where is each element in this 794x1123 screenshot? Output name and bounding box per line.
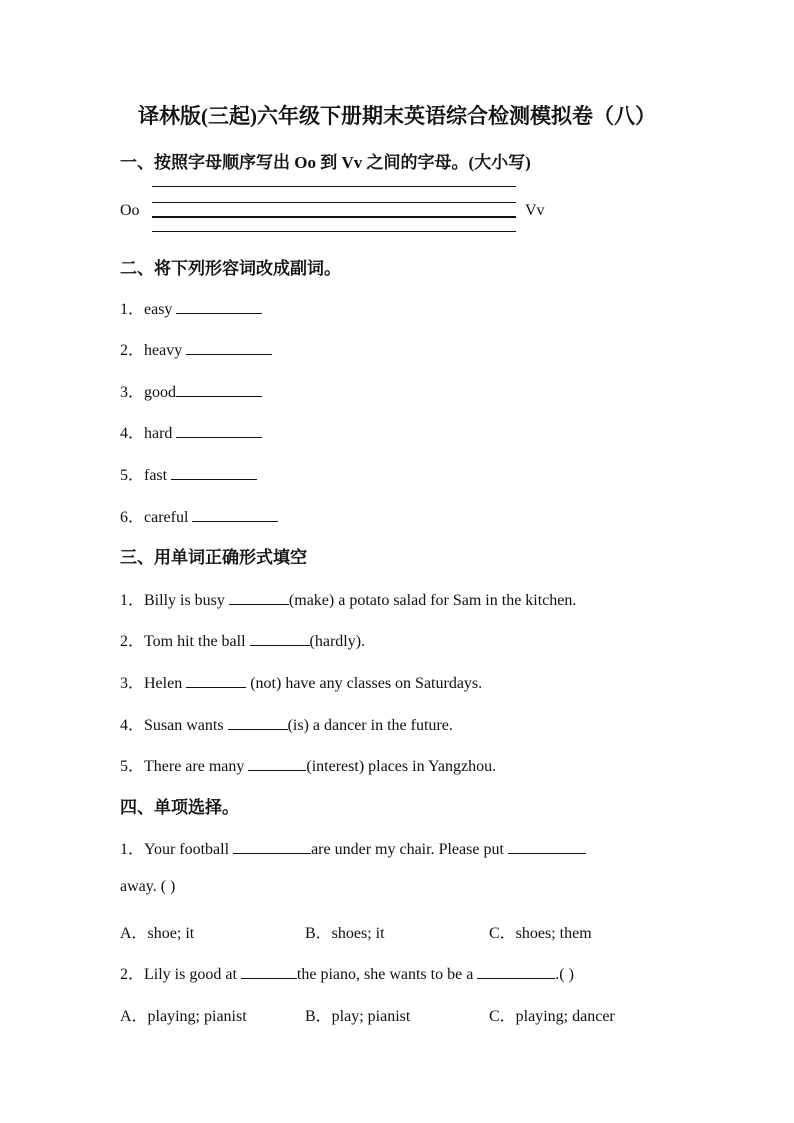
section1-heading: 一、按照字母顺序写出 Oo 到 Vv 之间的字母。(大小写) bbox=[120, 153, 531, 172]
item-text: (not) have any classes on Saturdays. bbox=[246, 675, 483, 692]
answer-blank[interactable] bbox=[250, 631, 310, 646]
answer-blank[interactable] bbox=[477, 964, 555, 979]
option-c[interactable]: C．shoes; them bbox=[489, 925, 592, 942]
fill-item bbox=[120, 753, 496, 776]
writing-line-3 bbox=[152, 216, 516, 218]
answer-blank[interactable] bbox=[176, 382, 262, 397]
adverb-item bbox=[120, 420, 262, 443]
fill-item bbox=[120, 670, 482, 693]
item-text: 4．hard bbox=[120, 425, 173, 442]
item-text: 2．Lily is good at bbox=[120, 966, 241, 983]
writing-line-1 bbox=[152, 186, 516, 187]
answer-blank[interactable] bbox=[192, 507, 278, 522]
item-text: 2．heavy bbox=[120, 342, 183, 359]
adverb-item bbox=[120, 462, 257, 485]
writing-line-4 bbox=[152, 231, 516, 232]
answer-blank[interactable] bbox=[241, 964, 297, 979]
fill-item bbox=[120, 587, 576, 610]
answer-blank[interactable] bbox=[186, 340, 272, 355]
fill-item bbox=[120, 712, 453, 735]
answer-blank[interactable] bbox=[176, 423, 262, 438]
item-text: 4．Susan wants bbox=[120, 717, 228, 734]
option-b[interactable]: B．shoes; it bbox=[305, 925, 385, 942]
item-text: 5．There are many bbox=[120, 758, 249, 775]
option-a[interactable]: A．playing; pianist bbox=[120, 1008, 247, 1025]
section3-heading: 三、用单词正确形式填空 bbox=[120, 548, 307, 567]
end-letter: Vv bbox=[525, 202, 545, 219]
item-text: 6．careful bbox=[120, 509, 189, 526]
item-text: 3．good bbox=[120, 384, 177, 401]
item-text: the piano, she wants to be a bbox=[296, 966, 478, 983]
item-text: 1．easy bbox=[120, 301, 173, 318]
start-letter: Oo bbox=[120, 202, 140, 219]
option-a[interactable]: A．shoe; it bbox=[120, 925, 195, 942]
item-text: (make) a potato salad for Sam in the kitchen. bbox=[288, 592, 577, 609]
writing-line-2 bbox=[152, 202, 516, 203]
item-text: 2．Tom hit the ball bbox=[120, 633, 250, 650]
item-text: 5．fast bbox=[120, 467, 168, 484]
item-text: (is) a dancer in the future. bbox=[287, 717, 453, 734]
section4-heading: 四、单项选择。 bbox=[120, 798, 239, 817]
item-text: are under my chair. Please put bbox=[311, 841, 508, 858]
mc-question-2 bbox=[120, 961, 574, 984]
item-text: (interest) places in Yangzhou. bbox=[306, 758, 497, 775]
item-text: 3．Helen bbox=[120, 675, 187, 692]
item-text: 1．Your football bbox=[120, 841, 234, 858]
page-title: 译林版(三起)六年级下册期末英语综合检测模拟卷（八） bbox=[138, 104, 656, 128]
answer-blank[interactable] bbox=[248, 756, 306, 771]
item-text: 1．Billy is busy bbox=[120, 592, 229, 609]
adverb-item bbox=[120, 296, 262, 319]
section2-heading: 二、将下列形容词改成副词。 bbox=[120, 259, 341, 278]
answer-blank[interactable] bbox=[176, 299, 262, 314]
answer-blank[interactable] bbox=[229, 590, 289, 605]
option-c[interactable]: C．playing; dancer bbox=[489, 1008, 615, 1025]
adverb-item bbox=[120, 379, 262, 402]
answer-blank[interactable] bbox=[508, 839, 586, 854]
answer-blank[interactable] bbox=[228, 715, 288, 730]
adverb-item bbox=[120, 337, 272, 360]
adverb-item bbox=[120, 504, 278, 527]
fill-item bbox=[120, 628, 365, 651]
answer-blank[interactable] bbox=[171, 465, 257, 480]
answer-blank[interactable] bbox=[186, 673, 246, 688]
item-text: (hardly). bbox=[309, 633, 366, 650]
option-b[interactable]: B．play; pianist bbox=[305, 1008, 411, 1025]
answer-blank[interactable] bbox=[233, 839, 311, 854]
mc-question-1 bbox=[120, 836, 586, 859]
item-text: .( ) bbox=[555, 966, 574, 983]
mc-question-1-cont: away. ( ) bbox=[120, 878, 176, 895]
